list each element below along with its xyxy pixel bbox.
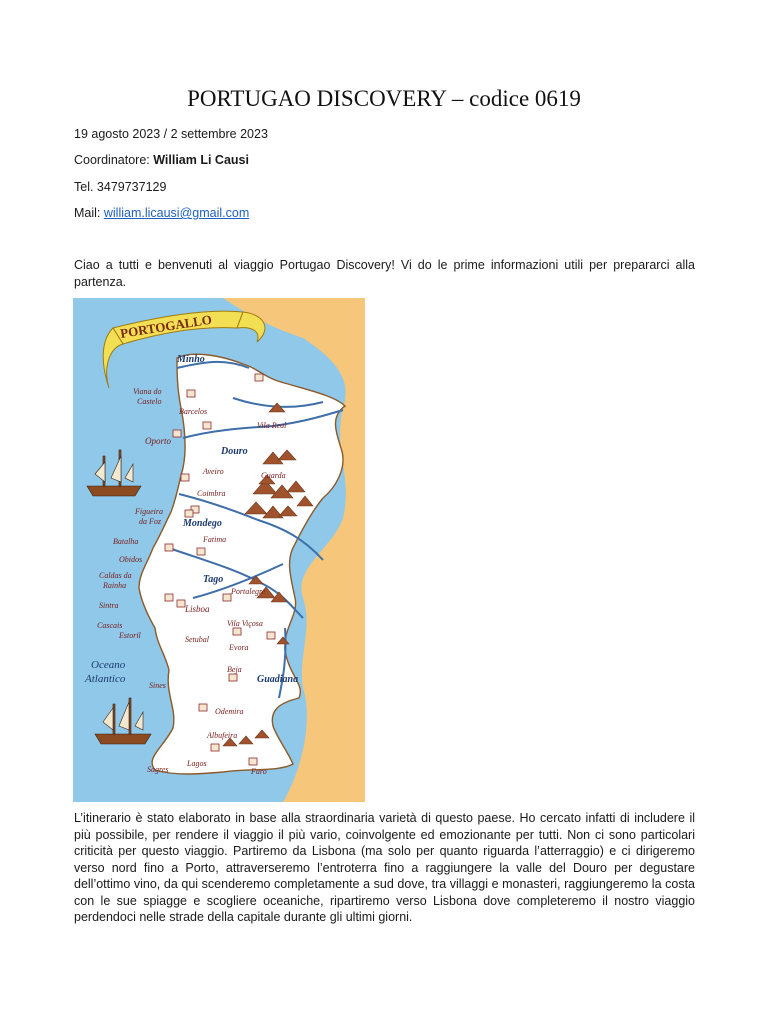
place-label: Odemira	[215, 707, 244, 716]
place-label: Castelo	[137, 397, 162, 406]
place-label: Sintra	[99, 601, 119, 610]
place-label: Lisboa	[185, 604, 210, 614]
place-label: Aveiro	[203, 467, 224, 476]
coordinator-line	[74, 152, 249, 168]
place-label: Guarda	[261, 471, 286, 480]
place-label: Vila Viçosa	[227, 619, 263, 628]
place-label: Beja	[227, 665, 242, 674]
mail-label: Mail:	[74, 206, 104, 220]
document-title: PORTUGAO DISCOVERY – codice 0619	[187, 86, 581, 111]
place-label: Cascais	[97, 621, 123, 630]
region-tago: Tago	[203, 574, 224, 585]
place-label: Viana do	[133, 387, 162, 396]
mail-line	[74, 205, 249, 221]
coordinator-name: William Li Causi	[153, 153, 249, 167]
trip-dates: 19 agosto 2023 / 2 settembre 2023	[74, 127, 268, 141]
region-douro: Douro	[221, 446, 248, 457]
intro-paragraph: Ciao a tutti e benvenuti al viaggio Portugao Discovery! Vi do le prime informazioni utili per prepararci alla partenza.	[74, 258, 695, 289]
place-label: Albufeira	[207, 731, 238, 740]
place-label: Vila Real	[257, 421, 287, 430]
region-guadiana: Guadiana	[257, 674, 299, 685]
place-label: Estoril	[119, 631, 141, 640]
telephone: Tel. 3479737129	[74, 180, 167, 194]
map-banner-label: PORTOGALLO	[119, 311, 213, 341]
place-label: Evora	[229, 643, 249, 652]
ocean-label-2: Atlantico	[85, 673, 126, 685]
place-label: Setubal	[185, 635, 209, 644]
place-label: Batalha	[113, 537, 139, 546]
place-label: Faro	[251, 767, 267, 776]
place-label: Figueira	[135, 507, 163, 516]
portugal-map	[73, 298, 365, 802]
ocean-label-1: Oceano	[91, 659, 126, 671]
place-label: Caldas da	[99, 571, 132, 580]
mail-link[interactable]: william.licausi@gmail.com	[103, 206, 250, 220]
place-label: Rainha	[103, 581, 127, 590]
body-paragraph: L’itinerario è stato elaborato in base alla straordinaria varietà di questo paese. Ho cercato infatti di includere il più possibile, per rendere il viaggio il più vario, coinvolgente ed emozionante per tutti. Non ci sono particolari criticità per questo viaggio. Partiremo da Lisbona (ma solo per quanto riguarda l’atterraggio) e ci dirigeremo verso nord fino a Porto, attraverseremo l’entroterra fino a raggiungere la valle del Douro per degustare dell’ottimo vino, da qui scenderemo completamente a sud dove, tra villaggi e monasteri, raggiungeremo la costa con le sue spiagge e scogliere oceaniche, ripartiremo verso Lisbona dove completeremo il nostro viaggio perdendoci nelle strade della capitale durante gli ultimi giorni.	[74, 811, 695, 924]
place-label: Coimbra	[197, 489, 226, 498]
place-label: Lagos	[187, 759, 207, 768]
place-label: Oporto	[145, 436, 172, 446]
place-label: Fatima	[203, 535, 227, 544]
place-label: Obidos	[119, 555, 143, 564]
place-label: Portalegre	[231, 587, 266, 596]
place-label: Sines	[149, 681, 166, 690]
region-mondego: Mondego	[183, 518, 222, 529]
region-minho: Minho	[177, 354, 205, 365]
place-label: Barcelos	[179, 407, 208, 416]
place-label: Sagres	[147, 765, 169, 774]
place-label: da Foz	[139, 517, 161, 526]
coordinator-label: Coordinatore:	[74, 153, 154, 167]
